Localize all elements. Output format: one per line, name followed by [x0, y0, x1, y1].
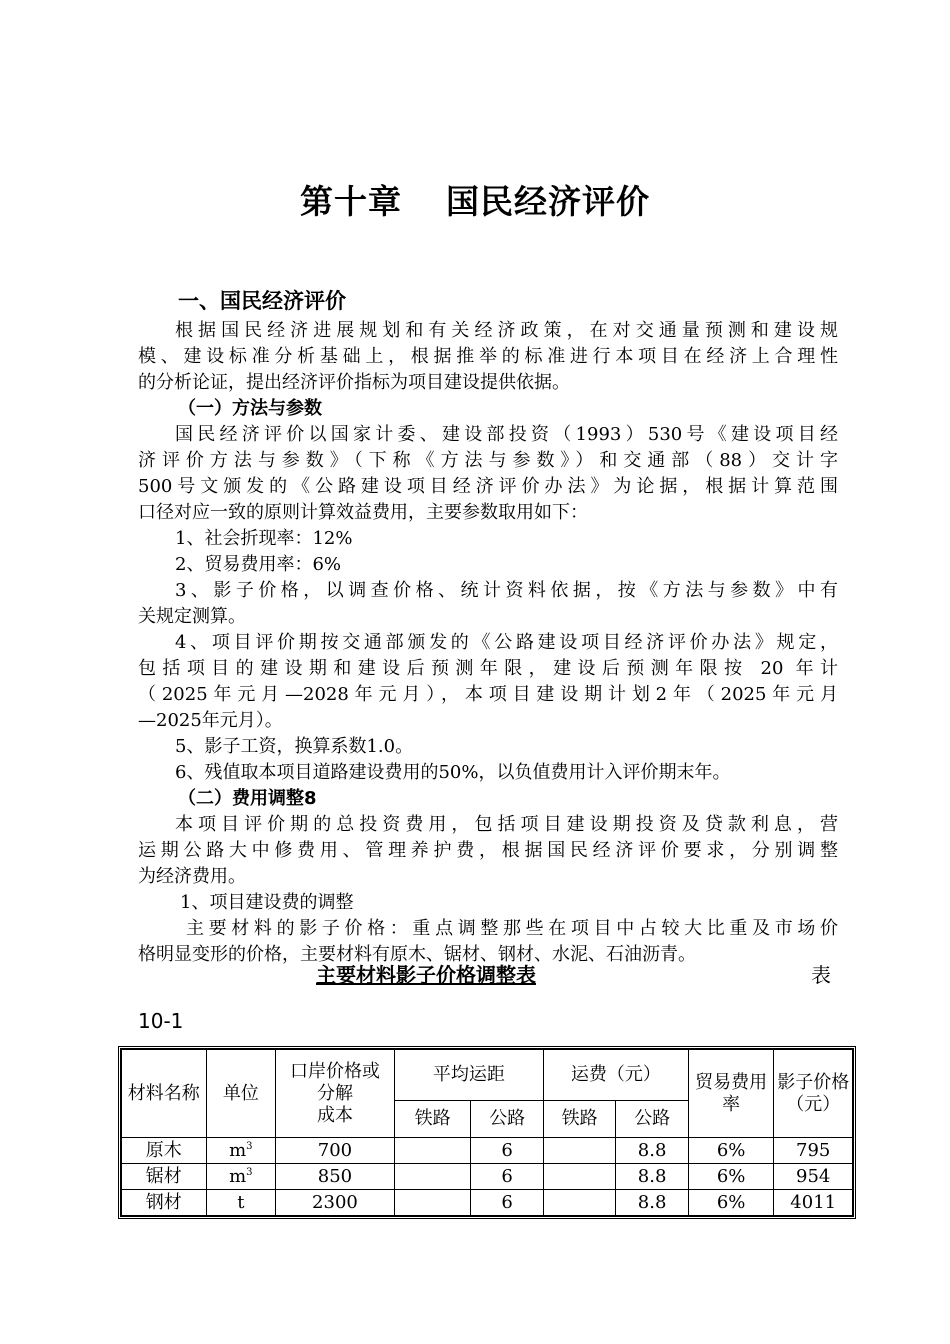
cost-line: 本项目评价期的总投资费用，包括项目建设期投资及贷款利息，营: [175, 814, 838, 835]
method-line: 济评价方法与参数》（下称《方法与参数》）和交通部（88）交计字: [138, 450, 838, 471]
table-row: [122, 1190, 853, 1216]
subsection-heading: （二）费用调整8: [178, 788, 317, 809]
intro-line: 模、建设标准分析基础上，根据推举的标准进行本项目在经济上合理性: [138, 346, 838, 367]
table-label: 表: [811, 963, 831, 987]
cell-shadow: 4011: [774, 1190, 853, 1216]
cell-fee-rail: [543, 1190, 615, 1216]
subsection-heading: （一）方法与参数: [178, 398, 322, 419]
cell-fee-road: 8.8: [616, 1164, 688, 1190]
parameter-item: （2025年元月—2028年元月），本项目建设期计划2年（2025年元月: [138, 684, 838, 705]
cell-price: 700: [276, 1138, 395, 1164]
parameter-item: 5、影子工资，换算系数1.0。: [175, 736, 414, 757]
header-port-price: 口岸价格或 分解 成本: [276, 1050, 395, 1138]
cell-shadow: 954: [774, 1164, 853, 1190]
materials-line: 主要材料的影子价格：重点调整那些在项目中占较大比重及市场价: [186, 918, 838, 939]
parameter-item: 1、社会折现率：12%: [175, 528, 353, 549]
parameter-item: —2025年元月）。: [138, 710, 283, 731]
subheader-dist-road: 公路: [471, 1101, 543, 1138]
cell-dist-road: 6: [471, 1138, 543, 1164]
cell-dist-road: 6: [471, 1164, 543, 1190]
section-heading: 一、国民经济评价: [178, 289, 346, 313]
table-title: 主要材料影子价格调整表: [316, 963, 536, 987]
cost-line: 为经济费用。: [138, 866, 246, 887]
cell-rate: 6%: [688, 1138, 774, 1164]
cell-rate: 6%: [688, 1164, 774, 1190]
body-text: [138, 318, 838, 968]
table-header-row: [122, 1050, 853, 1101]
cell-name: 锯材: [122, 1164, 207, 1190]
chapter-number: 第十章: [300, 182, 402, 221]
parameter-item: 3、影子价格，以调查价格、统计资料依据，按《方法与参数》中有: [175, 580, 838, 601]
header-material: 材料名称: [122, 1050, 207, 1138]
cell-fee-rail: [543, 1164, 615, 1190]
cell-fee-road: 8.8: [616, 1138, 688, 1164]
table-row: [122, 1138, 853, 1164]
cell-dist-rail: [394, 1164, 471, 1190]
table-number: 10-1: [138, 1009, 184, 1033]
cell-price: 850: [276, 1164, 395, 1190]
method-line: 国民经济评价以国家计委、建设部投资（1993）530号《建设项目经: [175, 424, 838, 445]
cell-price: 2300: [276, 1190, 395, 1216]
cell-name: 原木: [122, 1138, 207, 1164]
header-trade-rate: 贸易费用率: [688, 1050, 774, 1138]
parameter-item: 包括项目的建设期和建设后预测年限，建设后预测年限按 20 年计: [138, 658, 838, 679]
method-line: 500号文颁发的《公路建设项目经济评价办法》为论据，根据计算范围: [138, 476, 838, 497]
parameter-item: 4、项目评价期按交通部颁发的《公路建设项目经济评价办法》规定，: [175, 632, 838, 653]
materials-line: 格明显变形的价格，主要材料有原木、锯材、钢材、水泥、石油沥青。: [138, 944, 696, 965]
subheader-fee-rail: 铁路: [543, 1101, 615, 1138]
parameter-item: 2、贸易费用率：6%: [175, 554, 342, 575]
cell-fee-rail: [543, 1138, 615, 1164]
chapter-title: [0, 176, 950, 223]
cell-name: 钢材: [122, 1190, 207, 1216]
header-shadow-price: 影子价格 （元）: [774, 1050, 853, 1138]
cell-dist-rail: [394, 1138, 471, 1164]
subheader-fee-road: 公路: [616, 1101, 688, 1138]
cell-rate: 6%: [688, 1190, 774, 1216]
parameter-item: 关规定测算。: [138, 606, 246, 627]
cell-unit: $m^3$: [206, 1164, 275, 1190]
cell-dist-rail: [394, 1190, 471, 1216]
intro-line: 根据国民经济进展规划和有关经济政策，在对交通量预测和建设规: [175, 320, 838, 341]
cell-unit: t: [206, 1190, 275, 1216]
cell-shadow: 795: [774, 1138, 853, 1164]
method-line: 口径对应一致的原则计算效益费用，主要参数取用如下：: [138, 502, 588, 523]
parameter-item: 6、残值取本项目道路建设费用的50%，以负值费用计入评价期末年。: [175, 762, 731, 783]
chapter-name: 国民经济评价: [446, 182, 650, 221]
cell-dist-road: 6: [471, 1190, 543, 1216]
table-row: [122, 1164, 853, 1190]
header-freight: 运费（元）: [543, 1050, 688, 1101]
subheader-dist-rail: 铁路: [394, 1101, 471, 1138]
cost-line: 运期公路大中修费用、管理养护费，根据国民经济评价要求，分别调整: [138, 840, 838, 861]
header-unit: 单位: [206, 1050, 275, 1138]
price-table: [118, 1046, 856, 1219]
intro-line: 的分析论证，提出经济评价指标为项目建设提供依据。: [138, 372, 570, 393]
cost-item: 1、项目建设费的调整: [180, 892, 354, 913]
cell-unit: $m^3$: [206, 1138, 275, 1164]
cell-fee-road: 8.8: [616, 1190, 688, 1216]
header-avg-distance: 平均运距: [394, 1050, 543, 1101]
